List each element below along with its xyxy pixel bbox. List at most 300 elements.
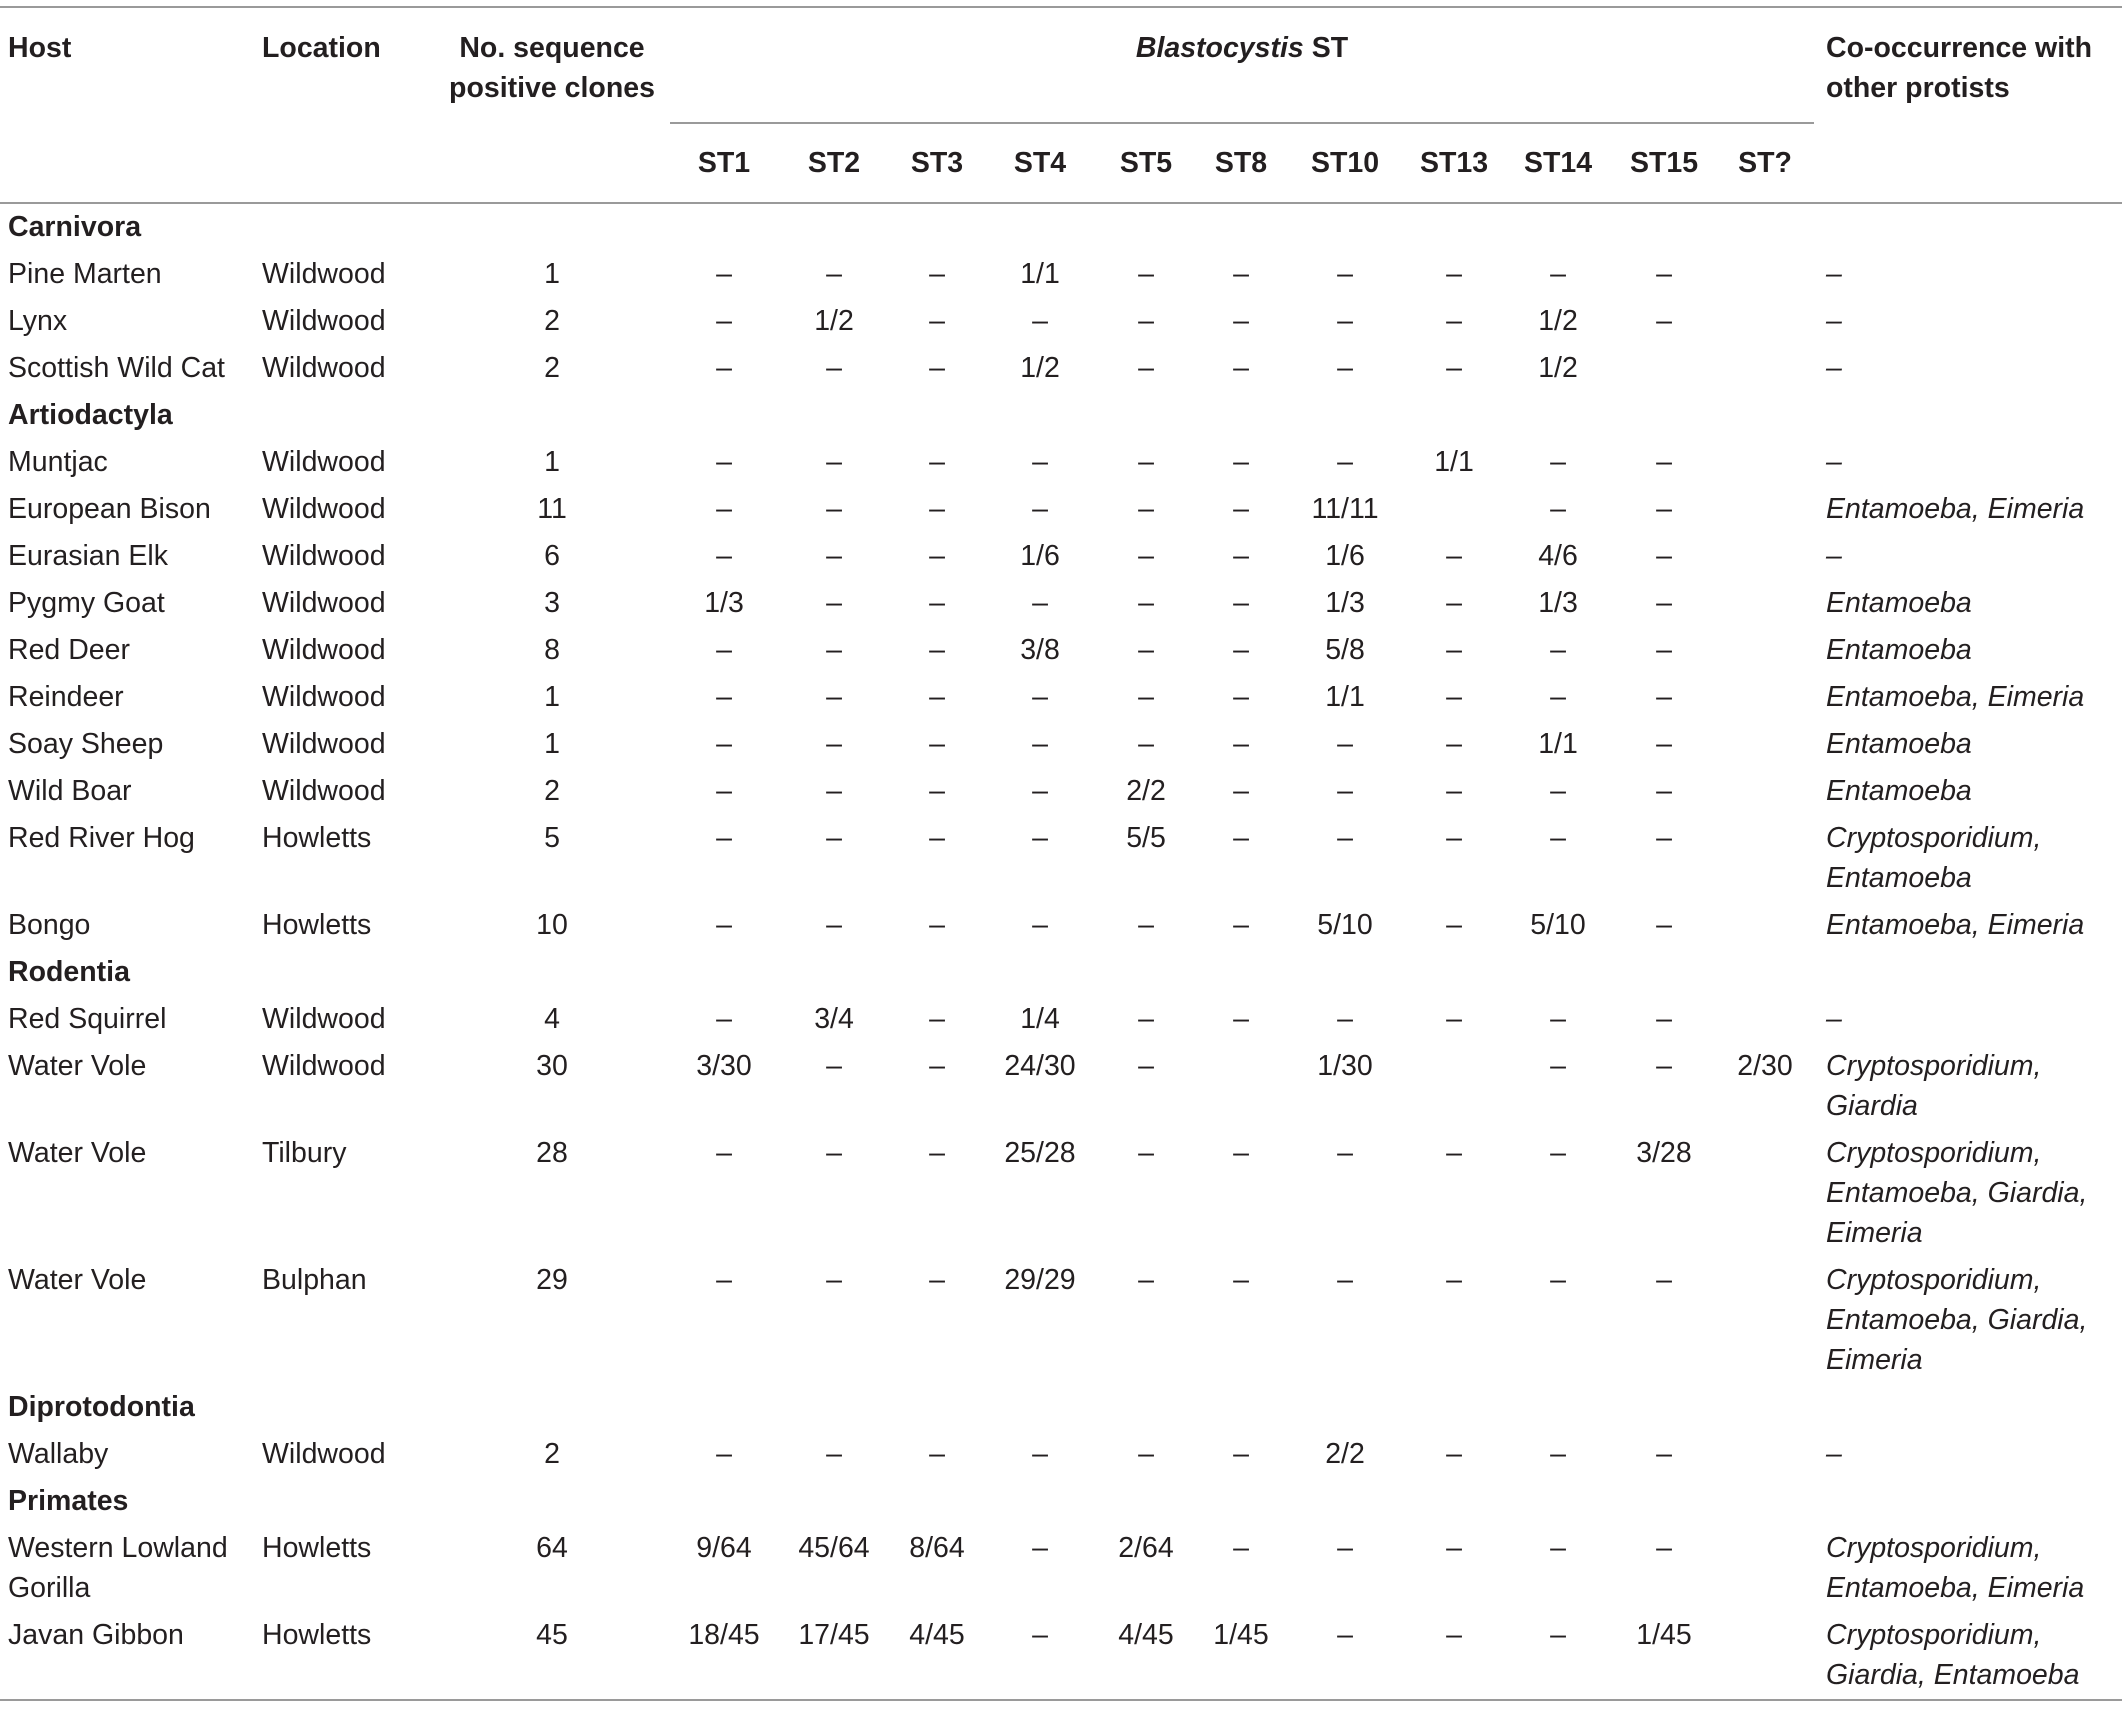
table-row	[0, 674, 2122, 721]
subtype-cell: –	[716, 1003, 732, 1035]
subtype-cell: –	[929, 1003, 945, 1035]
clones-cell: 64	[536, 1532, 568, 1564]
table-row	[0, 902, 2122, 949]
host-cell: Wallaby	[8, 1438, 109, 1470]
subtype-cell: –	[1446, 1438, 1462, 1470]
table-row	[0, 1431, 2122, 1478]
subtype-cell: 1/3	[1325, 587, 1365, 619]
subtype-cell: –	[929, 1438, 945, 1470]
subtype-cell: –	[716, 493, 732, 525]
subtype-cell: –	[929, 540, 945, 572]
subtype-cell: –	[1446, 352, 1462, 384]
subtype-cell	[1716, 298, 1814, 345]
subtype-cell: –	[1446, 258, 1462, 290]
subtype-cell: –	[1446, 587, 1462, 619]
clones-cell: 2	[544, 305, 560, 337]
subtype-cell: –	[1446, 1264, 1462, 1296]
subtype-cell: –	[826, 446, 842, 478]
location-cell: Bulphan	[262, 1264, 367, 1296]
subtype-cell: –	[1138, 909, 1154, 941]
subtype-cell: –	[1446, 909, 1462, 941]
protists-cell: –	[1826, 1438, 1842, 1470]
table-row	[0, 251, 2122, 298]
subtype-cell: –	[826, 822, 842, 854]
subtype-cell	[1716, 580, 1814, 627]
subtype-cell	[1716, 1130, 1814, 1257]
subtype-cell: –	[1032, 681, 1048, 713]
subtype-cell: –	[1032, 822, 1048, 854]
subtype-cell: –	[1550, 1003, 1566, 1035]
subtype-cell	[1716, 439, 1814, 486]
col-header-subtype: ST?	[1716, 123, 1814, 203]
col-header-cooccurrence	[1814, 8, 2122, 203]
col-header-clones-line2: positive clones	[449, 72, 655, 104]
subtype-cell: –	[716, 446, 732, 478]
subtype-cell: –	[1337, 775, 1353, 807]
subtype-cell: 4/45	[909, 1619, 965, 1651]
subtype-cell: –	[1233, 587, 1249, 619]
col-header-subtype: ST4	[984, 123, 1096, 203]
subtype-cell: –	[929, 446, 945, 478]
subtype-cell: –	[1138, 305, 1154, 337]
host-cell: Soay Sheep	[8, 728, 164, 760]
table-row	[0, 1257, 2122, 1384]
subtype-cell: –	[1337, 822, 1353, 854]
clones-cell: 8	[544, 634, 560, 666]
subtype-cell	[1716, 815, 1814, 902]
subtype-cell: –	[1032, 1438, 1048, 1470]
subtype-cell: –	[1656, 493, 1672, 525]
subtype-cell: –	[1138, 352, 1154, 384]
col-header-subtype: ST13	[1404, 123, 1504, 203]
subtype-cell: 2/2	[1126, 775, 1166, 807]
subtype-cell: –	[1446, 1003, 1462, 1035]
table-row	[0, 1043, 2122, 1130]
clones-cell: 1	[544, 681, 560, 713]
table-row	[0, 815, 2122, 902]
subtype-cell: –	[1550, 1438, 1566, 1470]
col-header-subtype: ST14	[1504, 123, 1612, 203]
col-header-subtype: ST8	[1196, 123, 1286, 203]
subtype-cell: –	[826, 540, 842, 572]
subtype-cell: –	[1550, 258, 1566, 290]
subtype-cell: –	[1138, 1050, 1154, 1082]
subtype-cell: –	[826, 493, 842, 525]
subtype-cell: –	[716, 634, 732, 666]
location-cell: Wildwood	[262, 1003, 386, 1035]
blastocystis-genus-label: Blastocystis	[1135, 32, 1304, 64]
protists-cell: Entamoeba, Eimeria	[1826, 681, 2085, 713]
subtype-cell: 1/30	[1317, 1050, 1373, 1082]
subtype-cell: –	[929, 681, 945, 713]
subtype-cell: –	[826, 1264, 842, 1296]
group-label: Carnivora	[8, 211, 142, 243]
clones-cell: 2	[544, 1438, 560, 1470]
clones-cell: 1	[544, 446, 560, 478]
col-header-cooccurrence-line2: other protists	[1826, 72, 2010, 104]
location-cell: Howletts	[262, 909, 372, 941]
subtype-cell: –	[1138, 1003, 1154, 1035]
subtype-cell: –	[1656, 728, 1672, 760]
subtype-cell: –	[1656, 681, 1672, 713]
subtype-cell: –	[1138, 728, 1154, 760]
col-header-subtype: ST1	[670, 123, 778, 203]
table-row	[0, 580, 2122, 627]
subtype-cell: –	[1233, 493, 1249, 525]
subtype-cell: –	[1446, 1532, 1462, 1564]
subtype-cell	[1404, 1043, 1504, 1130]
subtype-cell: –	[1337, 1619, 1353, 1651]
table-row	[0, 486, 2122, 533]
subtype-cell: –	[929, 634, 945, 666]
subtype-cell: –	[1550, 1532, 1566, 1564]
subtype-cell: –	[1233, 1532, 1249, 1564]
subtype-cell: 5/10	[1317, 909, 1373, 941]
table-row	[0, 439, 2122, 486]
subtype-cell: –	[1656, 1003, 1672, 1035]
host-cell: Water Vole	[8, 1137, 147, 1169]
subtype-cell: 29/29	[1004, 1264, 1076, 1296]
protists-cell: Cryptosporidium, Entamoeba, Eimeria	[1826, 1532, 2085, 1604]
subtype-cell: –	[1233, 775, 1249, 807]
table-body	[0, 204, 2122, 1700]
subtype-cell: –	[826, 1050, 842, 1082]
clones-cell: 29	[536, 1264, 568, 1296]
subtype-cell: –	[1032, 909, 1048, 941]
subtype-cell	[1716, 627, 1814, 674]
table-row	[0, 996, 2122, 1043]
protists-cell: –	[1826, 540, 1842, 572]
location-cell: Wildwood	[262, 493, 386, 525]
subtype-cell: –	[929, 352, 945, 384]
subtype-cell: –	[929, 728, 945, 760]
subtype-cell	[1716, 721, 1814, 768]
subtype-cell: 17/45	[798, 1619, 870, 1651]
subtype-cell: –	[1550, 1050, 1566, 1082]
bottom-rule	[0, 1700, 2122, 1701]
subtype-cell: –	[1233, 540, 1249, 572]
subtype-cell: –	[1233, 634, 1249, 666]
subtype-cell: 24/30	[1004, 1050, 1076, 1082]
subtype-cell: –	[1656, 909, 1672, 941]
subtype-cell: 1/2	[1020, 352, 1060, 384]
col-header-location: Location	[262, 32, 381, 64]
subtype-cell: –	[1656, 775, 1672, 807]
subtype-cell: 3/8	[1020, 634, 1060, 666]
subtype-cell: 1/1	[1325, 681, 1365, 713]
clones-cell: 3	[544, 587, 560, 619]
subtype-cell	[1716, 345, 1814, 392]
col-header-clones-line1: No. sequence	[459, 32, 645, 64]
protists-cell: –	[1826, 352, 1842, 384]
location-cell: Wildwood	[262, 681, 386, 713]
protists-cell: Entamoeba, Eimeria	[1826, 493, 2085, 525]
host-cell: Pygmy Goat	[8, 587, 165, 619]
subtype-cell: 1/1	[1434, 446, 1474, 478]
clones-cell: 30	[536, 1050, 568, 1082]
host-cell: Water Vole	[8, 1050, 147, 1082]
clones-cell: 28	[536, 1137, 568, 1169]
subtype-cell: –	[1656, 305, 1672, 337]
subtype-cell: –	[1233, 1264, 1249, 1296]
subtype-cell: –	[1656, 1532, 1672, 1564]
protists-cell: Cryptosporidium, Giardia, Entamoeba	[1826, 1619, 2080, 1691]
subtype-cell: –	[1446, 305, 1462, 337]
protists-cell: Cryptosporidium, Giardia	[1826, 1050, 2042, 1122]
subtype-cell: –	[1233, 1438, 1249, 1470]
subtype-cell: 4/45	[1118, 1619, 1174, 1651]
subtype-cell: –	[1446, 540, 1462, 572]
subtype-cell	[1716, 1612, 1814, 1700]
protists-cell: Entamoeba	[1826, 775, 1972, 807]
protists-cell: Entamoeba	[1826, 728, 1972, 760]
subtype-cell	[1716, 486, 1814, 533]
group-row	[0, 204, 2122, 251]
subtype-cell: –	[929, 909, 945, 941]
subtype-cell: –	[1446, 681, 1462, 713]
location-cell: Howletts	[262, 1532, 372, 1564]
subtype-cell: –	[929, 305, 945, 337]
table-row	[0, 721, 2122, 768]
location-cell: Tilbury	[262, 1137, 347, 1169]
subtype-cell: –	[1032, 728, 1048, 760]
subtype-cell: –	[1337, 305, 1353, 337]
col-header-host: Host	[8, 32, 72, 64]
subtype-cell: –	[716, 305, 732, 337]
location-cell: Wildwood	[262, 634, 386, 666]
clones-cell: 45	[536, 1619, 568, 1651]
host-cell: Red River Hog	[8, 822, 195, 854]
location-cell: Wildwood	[262, 587, 386, 619]
subtype-cell: –	[826, 1438, 842, 1470]
subtype-cell: –	[1233, 728, 1249, 760]
protists-cell: –	[1826, 305, 1842, 337]
subtype-cell: –	[1656, 540, 1672, 572]
host-cell: Eurasian Elk	[8, 540, 168, 572]
subtype-cell: –	[1337, 1264, 1353, 1296]
subtype-cell: –	[826, 634, 842, 666]
protists-cell: Entamoeba, Eimeria	[1826, 909, 2085, 941]
protists-cell: –	[1826, 446, 1842, 478]
subtype-cell: –	[1337, 1003, 1353, 1035]
subtype-cell: 3/28	[1636, 1137, 1692, 1169]
subtype-cell: 5/10	[1530, 909, 1586, 941]
group-row	[0, 1478, 2122, 1525]
subtype-cell: –	[1032, 305, 1048, 337]
subtype-cell: 4/6	[1538, 540, 1578, 572]
subtype-cell: –	[929, 493, 945, 525]
group-label: Primates	[8, 1485, 129, 1517]
subtype-cell: –	[1446, 728, 1462, 760]
location-cell: Wildwood	[262, 352, 386, 384]
subtype-cell: –	[1656, 587, 1672, 619]
subtype-cell	[1716, 768, 1814, 815]
subtype-cell: –	[1233, 1003, 1249, 1035]
group-row	[0, 392, 2122, 439]
clones-cell: 2	[544, 352, 560, 384]
table-row	[0, 533, 2122, 580]
clones-cell: 11	[537, 493, 567, 525]
subtype-cell: 1/6	[1020, 540, 1060, 572]
subtype-cell: –	[716, 822, 732, 854]
subtype-cell: 2/2	[1325, 1438, 1365, 1470]
subtype-cell: –	[1138, 540, 1154, 572]
protists-cell: Cryptosporidium, Entamoeba, Giardia, Eimeria	[1826, 1137, 2088, 1249]
col-header-subtype: ST2	[778, 123, 890, 203]
clones-cell: 1	[544, 258, 560, 290]
subtype-cell: –	[1337, 1532, 1353, 1564]
subtype-cell: –	[716, 352, 732, 384]
subtype-cell: –	[1138, 1264, 1154, 1296]
host-cell: Scottish Wild Cat	[8, 352, 225, 384]
subtype-cell	[1716, 674, 1814, 721]
blastocystis-subtype-table	[0, 6, 2122, 1701]
host-cell: Pine Marten	[8, 258, 162, 290]
protists-cell: –	[1826, 258, 1842, 290]
subtype-cell: –	[1032, 1532, 1048, 1564]
subtype-cell	[1716, 996, 1814, 1043]
subtype-cell: –	[1138, 446, 1154, 478]
subtype-cell: 3/30	[696, 1050, 752, 1082]
subtype-cell: –	[716, 775, 732, 807]
subtype-cell: –	[1337, 728, 1353, 760]
subtype-cell: –	[716, 1264, 732, 1296]
subtype-cell: –	[1138, 1137, 1154, 1169]
col-header-subtype: ST5	[1096, 123, 1196, 203]
col-header-cooccurrence-line1: Co-occurrence with	[1826, 32, 2093, 64]
subtype-cell: –	[1233, 822, 1249, 854]
subtype-cell: –	[1446, 1619, 1462, 1651]
subtype-cell: –	[826, 587, 842, 619]
subtype-cell: –	[1446, 1137, 1462, 1169]
subtype-cell: –	[716, 1137, 732, 1169]
subtype-cell: –	[929, 258, 945, 290]
protists-cell: Cryptosporidium, Entamoeba, Giardia, Eimeria	[1826, 1264, 2088, 1376]
location-cell: Wildwood	[262, 728, 386, 760]
subtype-cell: –	[1656, 822, 1672, 854]
subtype-cell: 1/2	[814, 305, 854, 337]
host-cell: Lynx	[8, 305, 68, 337]
host-cell: Bongo	[8, 909, 91, 941]
subtype-cell: –	[1656, 1264, 1672, 1296]
table-row	[0, 1130, 2122, 1257]
subtype-cell: –	[826, 352, 842, 384]
subtype-cell: 1/45	[1213, 1619, 1269, 1651]
subtype-cell: –	[1032, 493, 1048, 525]
subtype-cell: 1/2	[1538, 305, 1578, 337]
host-cell: Western Lowland Gorilla	[8, 1532, 228, 1604]
clones-cell: 1	[544, 728, 560, 760]
subtype-cell: –	[1550, 446, 1566, 478]
group-label: Diprotodontia	[8, 1391, 195, 1423]
subtype-cell: –	[1550, 822, 1566, 854]
subtype-cell: –	[716, 1438, 732, 1470]
subtype-cell: –	[1032, 775, 1048, 807]
table-row	[0, 345, 2122, 392]
subtype-cell: –	[1233, 1137, 1249, 1169]
subtype-cell	[1716, 902, 1814, 949]
host-cell: Water Vole	[8, 1264, 147, 1296]
subtype-cell	[1716, 533, 1814, 580]
subtype-cell: –	[1138, 1438, 1154, 1470]
host-cell: Javan Gibbon	[8, 1619, 184, 1651]
subtype-cell: –	[716, 681, 732, 713]
location-cell: Wildwood	[262, 305, 386, 337]
location-cell: Howletts	[262, 822, 372, 854]
subtype-cell: –	[1138, 681, 1154, 713]
subtype-cell	[1716, 1525, 1814, 1612]
host-cell: Reindeer	[8, 681, 124, 713]
subtype-cell: –	[1233, 681, 1249, 713]
subtype-cell: 5/8	[1325, 634, 1365, 666]
subtype-cell: –	[1337, 446, 1353, 478]
subtype-cell: 1/2	[1538, 352, 1578, 384]
subtype-cell: –	[1138, 493, 1154, 525]
clones-cell: 10	[536, 909, 568, 941]
subtype-cell	[1404, 486, 1504, 533]
subtype-cell: 1/4	[1020, 1003, 1060, 1035]
clones-cell: 6	[544, 540, 560, 572]
subtype-cell: –	[1032, 1619, 1048, 1651]
location-cell: Wildwood	[262, 1438, 386, 1470]
subtype-cell	[1196, 1043, 1286, 1130]
header-row-main	[0, 8, 2122, 123]
subtype-cell: 2/64	[1118, 1532, 1174, 1564]
subtype-cell: 3/4	[814, 1003, 854, 1035]
group-row	[0, 949, 2122, 996]
subtype-cell: –	[716, 540, 732, 572]
subtype-cell: –	[1550, 493, 1566, 525]
subtype-cell: –	[716, 728, 732, 760]
subtype-cell: –	[1337, 258, 1353, 290]
clones-cell: 5	[544, 822, 560, 854]
subtype-cell	[1716, 251, 1814, 298]
subtype-cell: –	[1656, 1438, 1672, 1470]
st-label: ST	[1303, 32, 1349, 64]
subtype-cell: –	[1550, 1137, 1566, 1169]
col-header-subtype: ST15	[1612, 123, 1716, 203]
subtype-cell: –	[1032, 587, 1048, 619]
table-row	[0, 298, 2122, 345]
subtype-cell: –	[929, 1264, 945, 1296]
subtype-cell	[1716, 1257, 1814, 1384]
subtype-cell: 18/45	[688, 1619, 760, 1651]
subtype-cell: 11/11	[1311, 493, 1379, 525]
subtype-cell: –	[1032, 446, 1048, 478]
col-header-subtype: ST3	[890, 123, 984, 203]
subtype-cell: –	[1337, 1137, 1353, 1169]
subtype-cell: –	[1233, 352, 1249, 384]
subtype-cell: 2/30	[1737, 1050, 1793, 1082]
subtype-cell: 9/64	[696, 1532, 752, 1564]
subtype-cell: –	[1550, 775, 1566, 807]
subtype-cell: 25/28	[1004, 1137, 1076, 1169]
location-cell: Howletts	[262, 1619, 372, 1651]
host-cell: Red Squirrel	[8, 1003, 167, 1035]
location-cell: Wildwood	[262, 258, 386, 290]
subtype-cell: –	[1656, 446, 1672, 478]
subtype-cell: –	[1138, 258, 1154, 290]
subtype-cell	[1612, 345, 1716, 392]
host-cell: European Bison	[8, 493, 211, 525]
subtype-cell: –	[716, 909, 732, 941]
subtype-cell: –	[929, 587, 945, 619]
subtype-cell: 5/5	[1126, 822, 1166, 854]
subtype-cell: –	[1337, 352, 1353, 384]
subtype-cell: –	[1656, 634, 1672, 666]
subtype-cell: –	[826, 728, 842, 760]
subtype-cell: 1/1	[1020, 258, 1060, 290]
